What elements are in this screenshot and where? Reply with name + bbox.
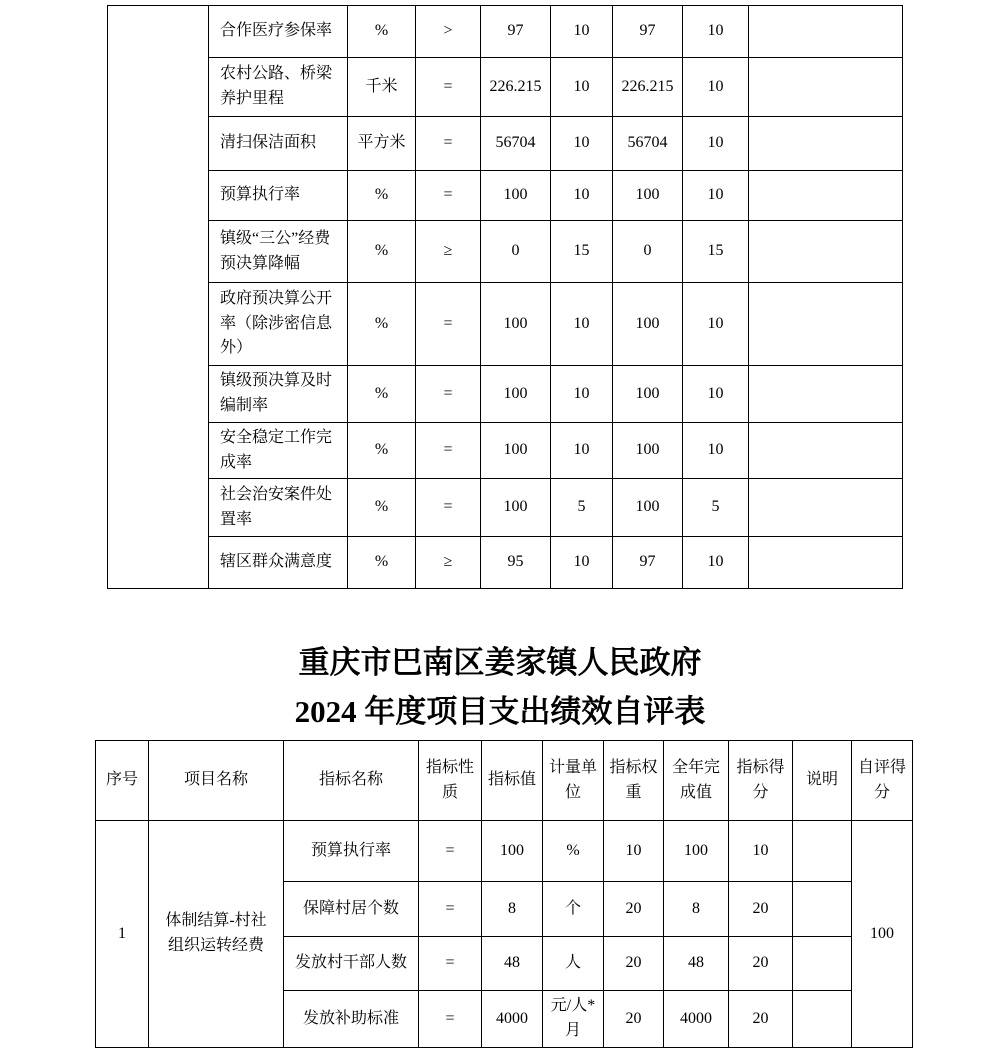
indicator-name-cell: 预算执行率 bbox=[209, 171, 348, 221]
unit-cell: % bbox=[348, 537, 416, 589]
completion-value-cell: 4000 bbox=[664, 991, 729, 1048]
table-row bbox=[108, 171, 903, 221]
weight-cell: 10 bbox=[551, 117, 613, 171]
completion-value-cell: 100 bbox=[664, 821, 729, 882]
indicator-name-cell: 合作医疗参保率 bbox=[209, 6, 348, 58]
title-org-line: 重庆市巴南区姜家镇人民政府 bbox=[298, 645, 702, 680]
unit-cell: 个 bbox=[543, 882, 604, 937]
unit-cell: 千米 bbox=[348, 58, 416, 117]
completion-value-cell: 100 bbox=[613, 171, 683, 221]
project-self-evaluation-table bbox=[95, 740, 913, 1048]
remark-cell bbox=[749, 171, 903, 221]
header-project-name: 项目名称 bbox=[149, 741, 284, 821]
unit-cell: % bbox=[348, 479, 416, 537]
score-cell: 10 bbox=[683, 283, 749, 366]
nature-cell: = bbox=[419, 991, 482, 1048]
weight-cell: 10 bbox=[551, 58, 613, 117]
remark-cell bbox=[749, 283, 903, 366]
weight-cell: 10 bbox=[551, 366, 613, 423]
nature-cell: = bbox=[419, 882, 482, 937]
score-cell: 15 bbox=[683, 221, 749, 283]
remark-cell bbox=[749, 423, 903, 479]
unit-cell: % bbox=[543, 821, 604, 882]
weight-cell: 15 bbox=[551, 221, 613, 283]
document-title bbox=[0, 638, 1000, 736]
weight-cell: 10 bbox=[551, 537, 613, 589]
header-indicator-nature: 指标性质 bbox=[419, 741, 482, 821]
table-row bbox=[108, 283, 903, 366]
remark-cell bbox=[749, 221, 903, 283]
target-value-cell: 100 bbox=[481, 479, 551, 537]
self-eval-score-cell: 100 bbox=[852, 821, 913, 1048]
weight-cell: 20 bbox=[604, 991, 664, 1048]
header-remark: 说明 bbox=[793, 741, 852, 821]
table-row bbox=[108, 423, 903, 479]
target-value-cell: 8 bbox=[482, 882, 543, 937]
indicator-name-cell: 社会治安案件处置率 bbox=[209, 479, 348, 537]
unit-cell: % bbox=[348, 221, 416, 283]
weight-cell: 10 bbox=[604, 821, 664, 882]
header-unit: 计量单位 bbox=[543, 741, 604, 821]
score-cell: 10 bbox=[683, 58, 749, 117]
header-weight: 指标权重 bbox=[604, 741, 664, 821]
overall-spending-indicators-table bbox=[107, 5, 903, 589]
remark-cell bbox=[793, 991, 852, 1048]
weight-cell: 10 bbox=[551, 171, 613, 221]
nature-cell: = bbox=[416, 171, 481, 221]
table-row bbox=[108, 58, 903, 117]
unit-cell: % bbox=[348, 171, 416, 221]
target-value-cell: 100 bbox=[481, 283, 551, 366]
indicator-name-cell: 农村公路、桥梁养护里程 bbox=[209, 58, 348, 117]
header-seq: 序号 bbox=[96, 741, 149, 821]
nature-cell: = bbox=[419, 937, 482, 991]
header-indicator-value: 指标值 bbox=[482, 741, 543, 821]
unit-cell: % bbox=[348, 283, 416, 366]
unit-cell: % bbox=[348, 366, 416, 423]
target-value-cell: 100 bbox=[481, 423, 551, 479]
target-value-cell: 97 bbox=[481, 6, 551, 58]
score-cell: 20 bbox=[729, 882, 793, 937]
header-completion: 全年完成值 bbox=[664, 741, 729, 821]
target-value-cell: 4000 bbox=[482, 991, 543, 1048]
score-cell: 10 bbox=[683, 117, 749, 171]
seq-cell: 1 bbox=[96, 821, 149, 1048]
indicator-name-cell: 政府预决算公开率（除涉密信息外） bbox=[209, 283, 348, 366]
nature-cell: = bbox=[419, 821, 482, 882]
remark-cell bbox=[749, 479, 903, 537]
indicator-name-cell: 预算执行率 bbox=[284, 821, 419, 882]
nature-cell: = bbox=[416, 117, 481, 171]
indicator-name-cell: 镇级“三公”经费预决算降幅 bbox=[209, 221, 348, 283]
remark-cell bbox=[793, 882, 852, 937]
table-row bbox=[108, 537, 903, 589]
target-value-cell: 100 bbox=[482, 821, 543, 882]
merged-left-cell bbox=[108, 6, 209, 589]
score-cell: 10 bbox=[683, 423, 749, 479]
weight-cell: 5 bbox=[551, 479, 613, 537]
unit-cell: % bbox=[348, 423, 416, 479]
header-self-score: 自评得分 bbox=[852, 741, 913, 821]
table-row bbox=[108, 221, 903, 283]
completion-value-cell: 56704 bbox=[613, 117, 683, 171]
completion-value-cell: 97 bbox=[613, 6, 683, 58]
score-cell: 10 bbox=[683, 366, 749, 423]
remark-cell bbox=[749, 6, 903, 58]
nature-cell: ≥ bbox=[416, 221, 481, 283]
target-value-cell: 56704 bbox=[481, 117, 551, 171]
target-value-cell: 100 bbox=[481, 366, 551, 423]
table-row bbox=[108, 479, 903, 537]
indicator-name-cell: 安全稳定工作完成率 bbox=[209, 423, 348, 479]
remark-cell bbox=[749, 117, 903, 171]
score-cell: 20 bbox=[729, 991, 793, 1048]
unit-cell: % bbox=[348, 6, 416, 58]
weight-cell: 10 bbox=[551, 6, 613, 58]
unit-cell: 元/人*月 bbox=[543, 991, 604, 1048]
target-value-cell: 226.215 bbox=[481, 58, 551, 117]
target-value-cell: 48 bbox=[482, 937, 543, 991]
weight-cell: 10 bbox=[551, 423, 613, 479]
score-cell: 10 bbox=[683, 6, 749, 58]
completion-value-cell: 100 bbox=[613, 479, 683, 537]
header-score: 指标得分 bbox=[729, 741, 793, 821]
unit-cell: 平方米 bbox=[348, 117, 416, 171]
score-cell: 20 bbox=[729, 937, 793, 991]
target-value-cell: 95 bbox=[481, 537, 551, 589]
weight-cell: 20 bbox=[604, 882, 664, 937]
header-row bbox=[96, 741, 913, 821]
table-row bbox=[108, 6, 903, 58]
target-value-cell: 0 bbox=[481, 221, 551, 283]
score-cell: 10 bbox=[729, 821, 793, 882]
header-indicator-name: 指标名称 bbox=[284, 741, 419, 821]
remark-cell bbox=[793, 937, 852, 991]
completion-value-cell: 226.215 bbox=[613, 58, 683, 117]
remark-cell bbox=[749, 366, 903, 423]
indicator-name-cell: 发放补助标准 bbox=[284, 991, 419, 1048]
completion-value-cell: 100 bbox=[613, 283, 683, 366]
project-name-cell: 体制结算-村社组织运转经费 bbox=[149, 821, 284, 1048]
completion-value-cell: 97 bbox=[613, 537, 683, 589]
weight-cell: 10 bbox=[551, 283, 613, 366]
nature-cell: > bbox=[416, 6, 481, 58]
table-row bbox=[96, 821, 913, 882]
completion-value-cell: 8 bbox=[664, 882, 729, 937]
table-row bbox=[108, 366, 903, 423]
indicator-name-cell: 发放村干部人数 bbox=[284, 937, 419, 991]
completion-value-cell: 100 bbox=[613, 423, 683, 479]
nature-cell: = bbox=[416, 283, 481, 366]
unit-cell: 人 bbox=[543, 937, 604, 991]
indicator-name-cell: 清扫保洁面积 bbox=[209, 117, 348, 171]
nature-cell: = bbox=[416, 366, 481, 423]
nature-cell: = bbox=[416, 423, 481, 479]
weight-cell: 20 bbox=[604, 937, 664, 991]
score-cell: 10 bbox=[683, 537, 749, 589]
completion-value-cell: 100 bbox=[613, 366, 683, 423]
remark-cell bbox=[749, 58, 903, 117]
title-table-name-line: 2024 年度项目支出绩效自评表 bbox=[294, 694, 706, 729]
nature-cell: ≥ bbox=[416, 537, 481, 589]
nature-cell: = bbox=[416, 58, 481, 117]
nature-cell: = bbox=[416, 479, 481, 537]
remark-cell bbox=[749, 537, 903, 589]
remark-cell bbox=[793, 821, 852, 882]
indicator-name-cell: 镇级预决算及时编制率 bbox=[209, 366, 348, 423]
completion-value-cell: 48 bbox=[664, 937, 729, 991]
table-row bbox=[108, 117, 903, 171]
score-cell: 10 bbox=[683, 171, 749, 221]
completion-value-cell: 0 bbox=[613, 221, 683, 283]
score-cell: 5 bbox=[683, 479, 749, 537]
target-value-cell: 100 bbox=[481, 171, 551, 221]
indicator-name-cell: 辖区群众满意度 bbox=[209, 537, 348, 589]
indicator-name-cell: 保障村居个数 bbox=[284, 882, 419, 937]
